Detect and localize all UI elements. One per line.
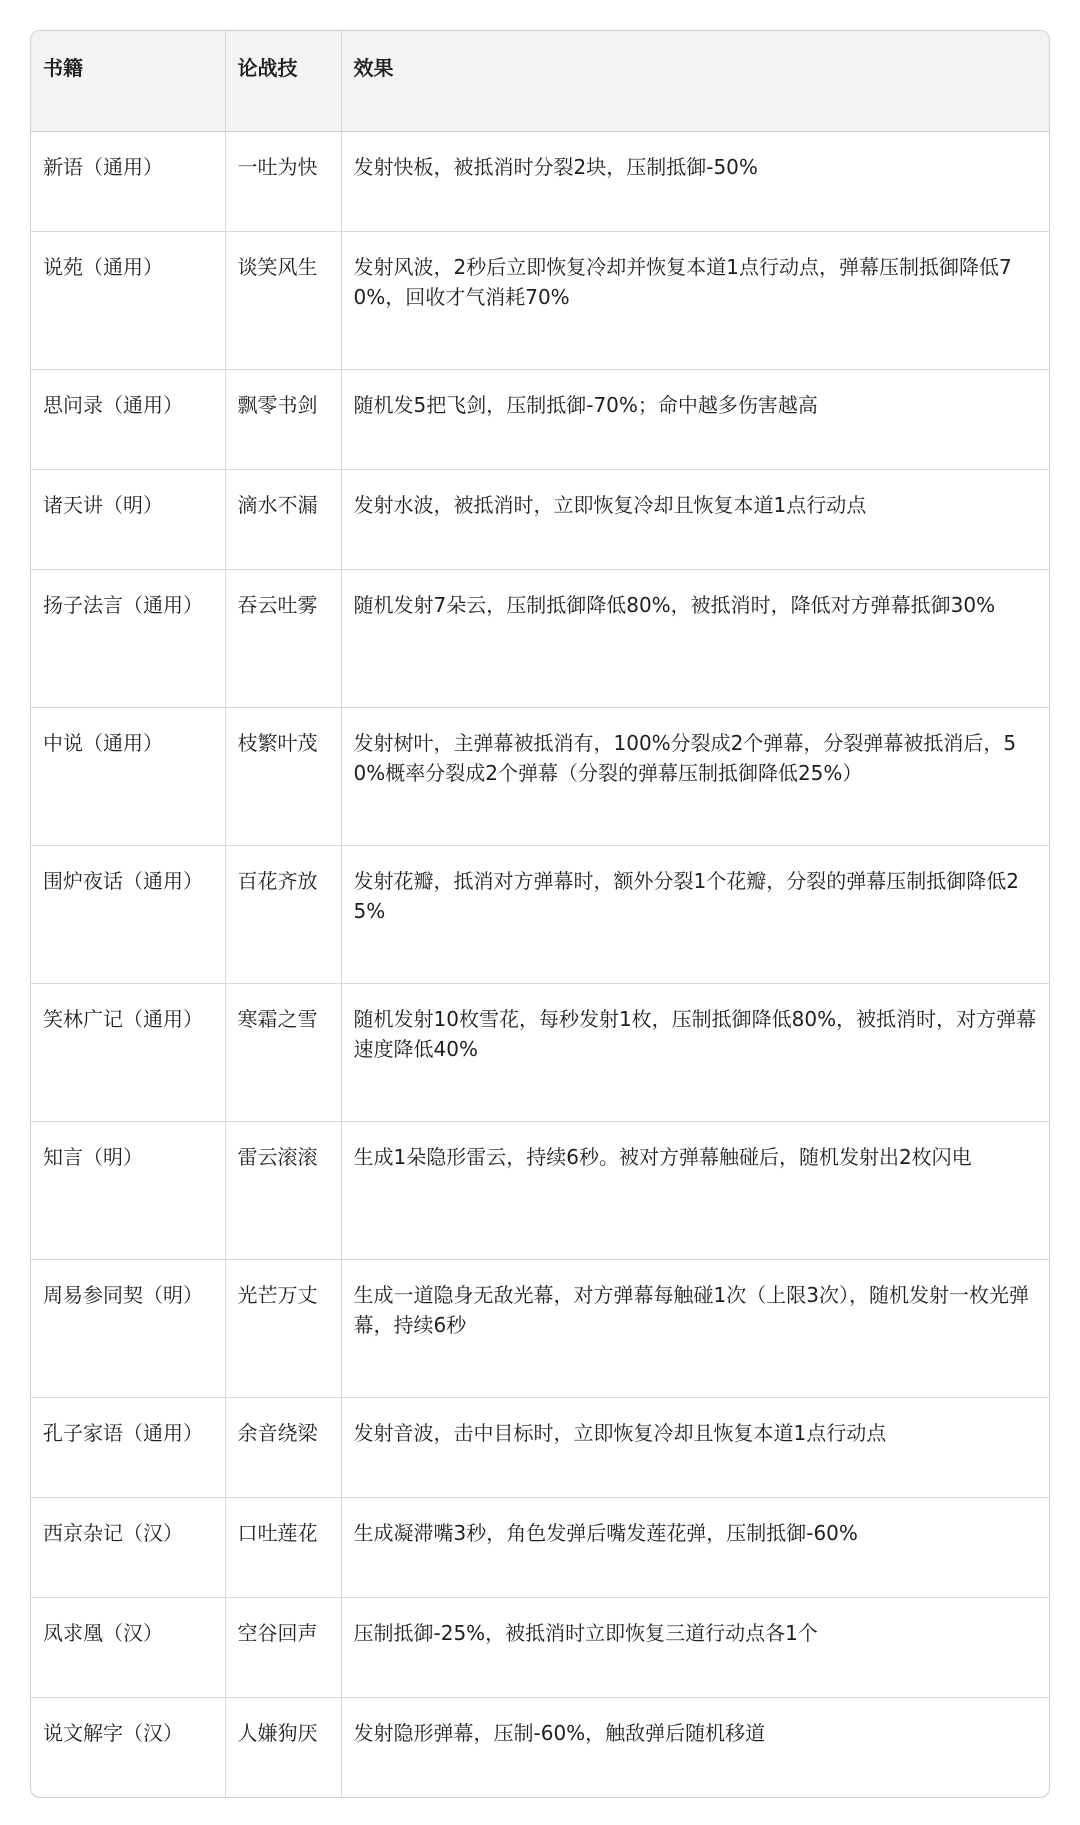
book-cell: 凤求凰（汉） [31, 1597, 225, 1697]
table-row [31, 1497, 1049, 1597]
table-row [31, 131, 1049, 231]
book-cell: 中说（通用） [31, 707, 225, 845]
skill-cell: 吞云吐雾 [225, 569, 341, 707]
table-row [31, 569, 1049, 707]
table-row [31, 983, 1049, 1121]
skill-cell: 空谷回声 [225, 1597, 341, 1697]
effect-cell: 发射花瓣，抵消对方弹幕时，额外分裂1个花瓣，分裂的弹幕压制抵御降低25% [341, 845, 1049, 983]
table-row [31, 1697, 1049, 1797]
skill-cell: 寒霜之雪 [225, 983, 341, 1121]
table-row [31, 469, 1049, 569]
effect-cell: 发射风波，2秒后立即恢复冷却并恢复本道1点行动点，弹幕压制抵御降低70%，回收才气消耗70% [341, 231, 1049, 369]
book-cell: 新语（通用） [31, 131, 225, 231]
table-row [31, 1597, 1049, 1697]
book-cell: 说苑（通用） [31, 231, 225, 369]
effect-cell: 随机发射7朵云，压制抵御降低80%，被抵消时，降低对方弹幕抵御30% [341, 569, 1049, 707]
skill-cell: 枝繁叶茂 [225, 707, 341, 845]
book-cell: 西京杂记（汉） [31, 1497, 225, 1597]
book-cell: 说文解字（汉） [31, 1697, 225, 1797]
effect-cell: 压制抵御-25%，被抵消时立即恢复三道行动点各1个 [341, 1597, 1049, 1697]
table-row [31, 845, 1049, 983]
book-cell: 扬子法言（通用） [31, 569, 225, 707]
header-effect: 效果 [341, 31, 1049, 131]
book-cell: 知言（明） [31, 1121, 225, 1259]
skill-cell: 百花齐放 [225, 845, 341, 983]
effect-cell: 发射快板，被抵消时分裂2块，压制抵御-50% [341, 131, 1049, 231]
skill-table-grid [31, 31, 1049, 1797]
book-cell: 笑林广记（通用） [31, 983, 225, 1121]
skill-cell: 谈笑风生 [225, 231, 341, 369]
effect-cell: 生成1朵隐形雷云，持续6秒。被对方弹幕触碰后，随机发射出2枚闪电 [341, 1121, 1049, 1259]
header-book: 书籍 [31, 31, 225, 131]
header-skill: 论战技 [225, 31, 341, 131]
effect-cell: 随机发射10枚雪花，每秒发射1枚，压制抵御降低80%，被抵消时，对方弹幕速度降低40% [341, 983, 1049, 1121]
skill-cell: 人嫌狗厌 [225, 1697, 341, 1797]
skill-cell: 一吐为快 [225, 131, 341, 231]
effect-cell: 发射音波，击中目标时，立即恢复冷却且恢复本道1点行动点 [341, 1397, 1049, 1497]
table-row [31, 231, 1049, 369]
table-row [31, 707, 1049, 845]
book-cell: 围炉夜话（通用） [31, 845, 225, 983]
book-cell: 思问录（通用） [31, 369, 225, 469]
effect-cell: 发射树叶，主弹幕被抵消有，100%分裂成2个弹幕，分裂弹幕被抵消后，50%概率分裂成2个弹幕（分裂的弹幕压制抵御降低25%） [341, 707, 1049, 845]
book-cell: 孔子家语（通用） [31, 1397, 225, 1497]
table-row [31, 1397, 1049, 1497]
skill-cell: 口吐莲花 [225, 1497, 341, 1597]
table-row [31, 1259, 1049, 1397]
effect-cell: 发射隐形弹幕，压制-60%，触敌弹后随机移道 [353, 1720, 766, 1745]
effect-cell: 随机发5把飞剑，压制抵御-70%；命中越多伤害越高 [341, 369, 1049, 469]
skill-cell: 光芒万丈 [225, 1259, 341, 1397]
skill-cell: 滴水不漏 [225, 469, 341, 569]
book-cell: 诸天讲（明） [31, 469, 225, 569]
skill-table [30, 30, 1050, 1798]
skill-cell: 飘零书剑 [225, 369, 341, 469]
table-row [31, 1121, 1049, 1259]
effect-cell: 生成凝滞嘴3秒，角色发弹后嘴发莲花弹，压制抵御-60% [341, 1497, 1049, 1597]
skill-cell: 余音绕梁 [225, 1397, 341, 1497]
book-cell: 周易参同契（明） [31, 1259, 225, 1397]
skill-cell: 雷云滚滚 [225, 1121, 341, 1259]
table-row [31, 369, 1049, 469]
effect-cell: 生成一道隐身无敌光幕，对方弹幕每触碰1次（上限3次），随机发射一枚光弹幕，持续6秒 [341, 1259, 1049, 1397]
effect-cell: 发射水波，被抵消时，立即恢复冷却且恢复本道1点行动点 [341, 469, 1049, 569]
table-header-row [31, 31, 1049, 131]
